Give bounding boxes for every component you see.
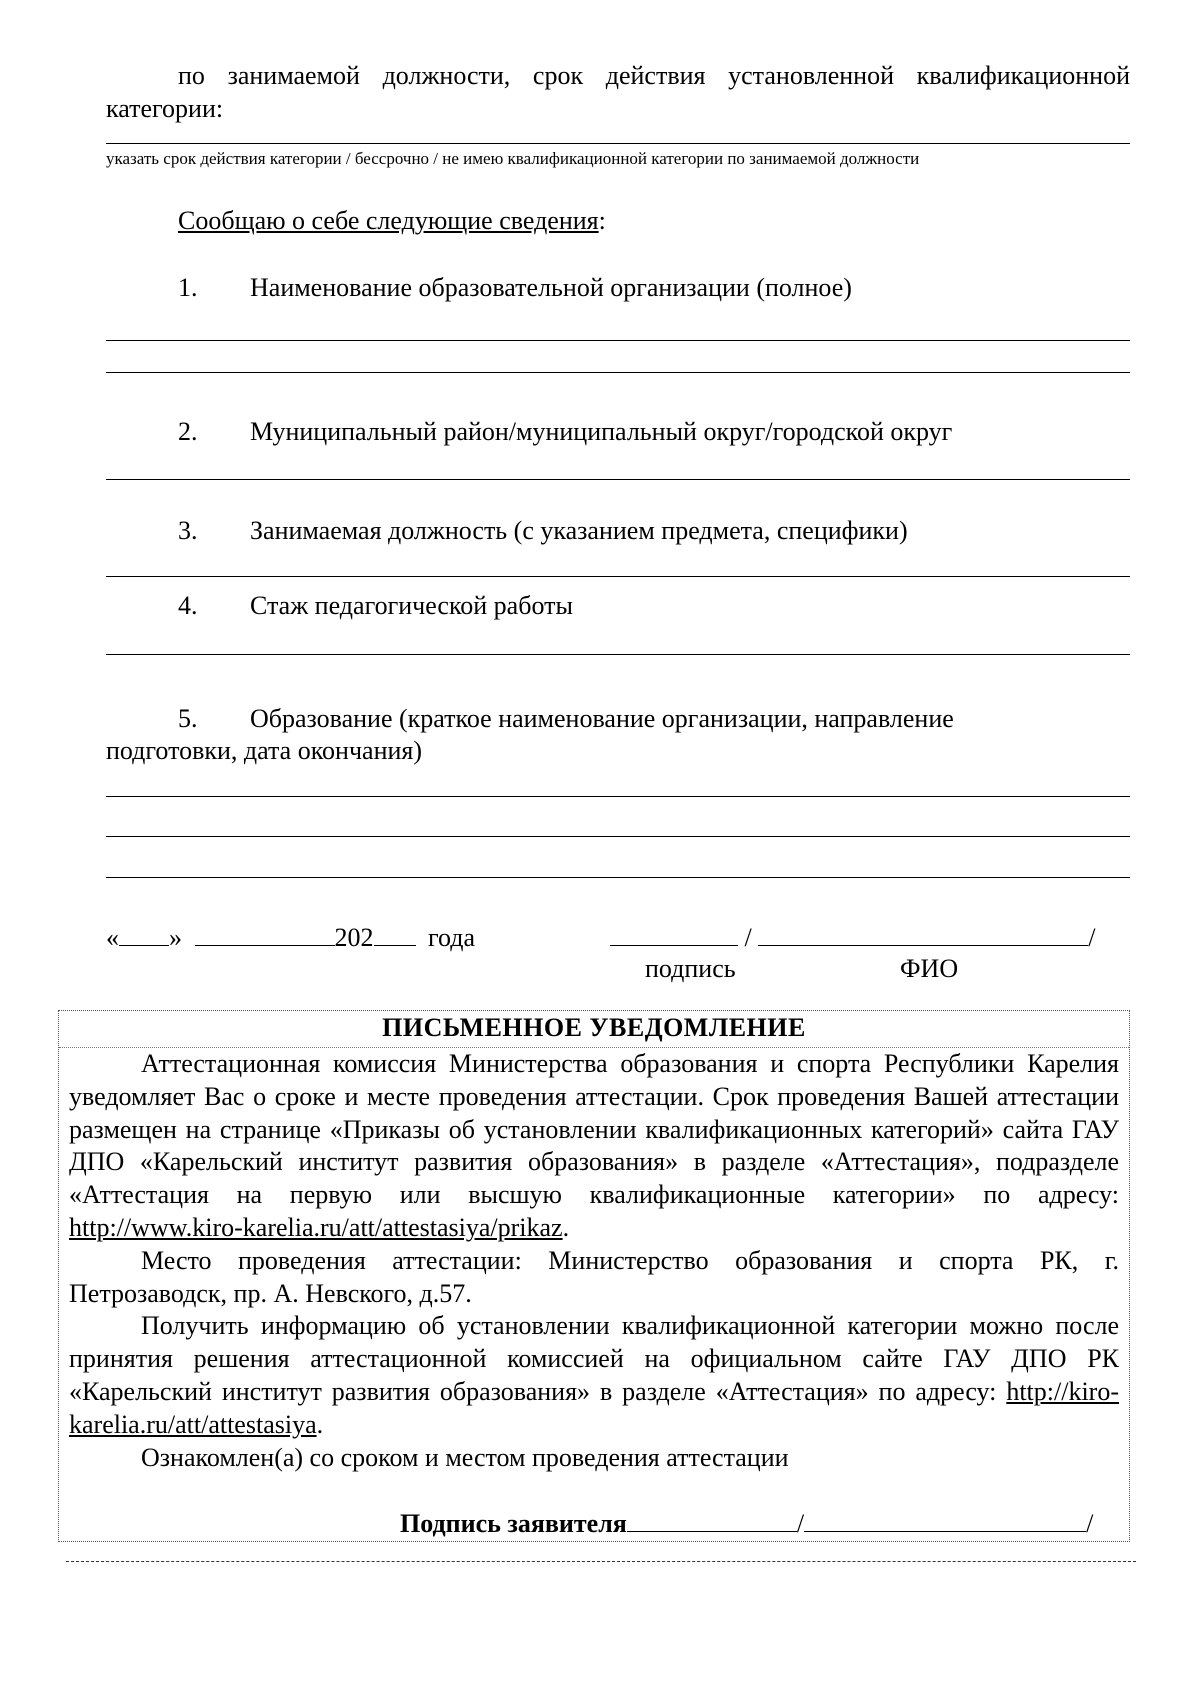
year-field[interactable] — [374, 921, 416, 946]
full-name-slash: / — [1088, 923, 1096, 952]
notice-paragraph-3 — [69, 1310, 1119, 1441]
full-name-field[interactable] — [758, 921, 1088, 946]
signature-slash: / — [744, 923, 752, 952]
item-2-label: Муниципальный район/муниципальный округ/городской округ — [250, 417, 953, 446]
item-4-answer-line[interactable] — [106, 654, 1130, 655]
notice-paragraph-1 — [69, 1048, 1119, 1245]
applicant-signature-slash: / — [796, 1509, 805, 1538]
signature-caption: подпись — [645, 954, 736, 983]
applicant-name-slash: / — [1086, 1509, 1094, 1538]
category-term-hint: указать срок действия категории / бессрочно / не имею квалификационной категории по занимаемой должности — [106, 149, 920, 168]
item-1-answer-line-2[interactable] — [106, 372, 1130, 373]
month-field[interactable] — [195, 921, 335, 946]
item-3-answer-line[interactable] — [106, 576, 1130, 577]
notice-attestation-link[interactable]: http://kiro-karelia.ru/att/attestasiya — [69, 1376, 1119, 1439]
item-2-answer-line[interactable] — [106, 479, 1130, 480]
info-heading — [178, 205, 606, 237]
item-1-answer-line-1[interactable] — [106, 340, 1130, 341]
item-5-answer-line-3[interactable] — [106, 877, 1130, 878]
notice-body — [69, 1048, 1119, 1474]
year-word: года — [428, 923, 476, 952]
date-open-quote: « — [106, 923, 119, 952]
item-1-number: 1. — [178, 273, 198, 302]
cut-line — [66, 1561, 1136, 1562]
notice-paragraph-1-end: . — [562, 1212, 570, 1242]
year-prefix: 202 — [334, 923, 374, 952]
applicant-name-field[interactable] — [804, 1507, 1086, 1532]
item-5-number: 5. — [178, 704, 198, 733]
full-name-caption: ФИО — [900, 954, 959, 983]
notice-prikaz-link[interactable]: http://www.kiro-karelia.ru/att/attestasiya/prikaz — [69, 1212, 563, 1242]
intro-line-2: категории: — [106, 94, 224, 123]
signature-row — [610, 921, 1095, 954]
info-heading-colon: : — [598, 206, 606, 235]
notice-paragraph-3-end: . — [316, 1409, 324, 1439]
item-3-label: Занимаемая должность (с указанием предмета, специфики) — [250, 516, 908, 545]
notice-paragraph-2: Место проведения аттестации: Министерство образования и спорта РК, г. Петрозаводск, пр. А. Невского, д.57. — [69, 1245, 1119, 1308]
info-heading-text: Сообщаю о себе следующие сведения — [178, 206, 599, 235]
item-1-label: Наименование образовательной организации (полное) — [250, 273, 852, 302]
date-close-quote: » — [169, 923, 182, 952]
applicant-signature-field[interactable] — [627, 1507, 797, 1532]
written-notice-box — [58, 1010, 1130, 1542]
item-4-label: Стаж педагогической работы — [250, 591, 573, 620]
applicant-signature-label: Подпись заявителя — [400, 1509, 627, 1538]
item-4-number: 4. — [178, 591, 198, 620]
item-5-answer-line-2[interactable] — [106, 836, 1130, 837]
notice-paragraph-3-text: Получить информацию об установлении квалификационной категории можно после принятия решения аттестационной комиссией на официальном сайте ГАУ ДПО РК «Карельский институт развития образования» в разделе «Аттестация» по адресу: — [69, 1311, 1119, 1406]
item-5-label-cont: подготовки, дата окончания) — [106, 736, 423, 765]
notice-paragraph-1-text: Аттестационная комиссия Министерства образования и спорта Республики Карелия уведомляет Вас о сроке и месте проведения аттестации. Срок проведения Вашей аттестации размещен на странице «Приказы об установлении квалификационных категорий» сайта ГАУ ДПО «Карельский институт развития образования» в разделе «Аттестация», подразделе «Аттестация на первую или высшую квалификационные категории» по адресу: — [69, 1049, 1119, 1210]
item-3-number: 3. — [178, 516, 198, 545]
signature-field[interactable] — [610, 921, 738, 946]
intro-line-1: по занимаемой должности, срок действия установленной квалификационной — [178, 61, 1130, 90]
item-2-number: 2. — [178, 417, 198, 446]
notice-paragraph-4: Ознакомлен(а) со сроком и местом проведения аттестации — [141, 1442, 789, 1472]
item-5-label: Образование (краткое наименование организации, направление — [250, 704, 954, 733]
applicant-signature-row — [400, 1507, 1093, 1540]
date-row — [106, 921, 475, 954]
day-field[interactable] — [119, 921, 169, 946]
notice-title: ПИСЬМЕННОЕ УВЕДОМЛЕНИЕ — [382, 1013, 806, 1042]
item-5-answer-line-1[interactable] — [106, 796, 1130, 797]
category-term-field[interactable] — [106, 143, 1130, 144]
